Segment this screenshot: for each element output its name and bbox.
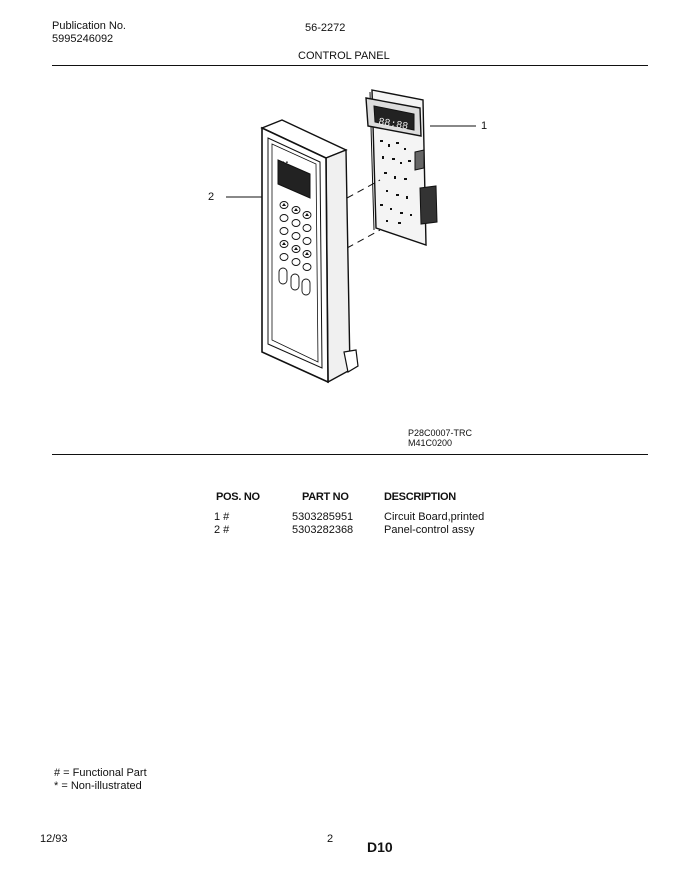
row-1-part-no: 5303285951 [292, 511, 354, 523]
svg-text:▪ ▪: ▪ ▪ [282, 160, 288, 166]
model-number: 56-2272 [305, 22, 346, 34]
callout-2: 2 [208, 191, 215, 203]
legend-non-illustrated: * = Non-illustrated [54, 780, 142, 792]
row-2-pos: 2 # [214, 524, 230, 536]
footer-code: D10 [367, 839, 393, 855]
table-rule [52, 454, 648, 455]
col-header-description: DESCRIPTION [384, 491, 456, 503]
row-2-description: Panel-control assy [384, 524, 475, 536]
display-readout: 88:88 [377, 117, 409, 134]
legend-functional: # = Functional Part [54, 767, 147, 779]
publication-number: 5995246092 [52, 33, 114, 45]
circuit-board-illustration [366, 90, 437, 245]
footer-date: 12/93 [40, 833, 68, 845]
callout-1: 1 [481, 120, 488, 132]
row-1-pos: 1 # [214, 511, 230, 523]
row-2-part-no: 5303282368 [292, 524, 354, 536]
col-header-part: PART NO [302, 491, 349, 503]
figure-code-1: P28C0007-TRC [408, 428, 473, 438]
panel-control-illustration [262, 120, 358, 382]
figure-code-2: M41C0200 [408, 438, 453, 448]
publication-label: Publication No. [52, 20, 126, 32]
page-number: 2 [327, 833, 334, 845]
section-title: CONTROL PANEL [298, 50, 390, 62]
row-1-description: Circuit Board,printed [384, 511, 485, 523]
col-header-pos: POS. NO [216, 491, 260, 503]
